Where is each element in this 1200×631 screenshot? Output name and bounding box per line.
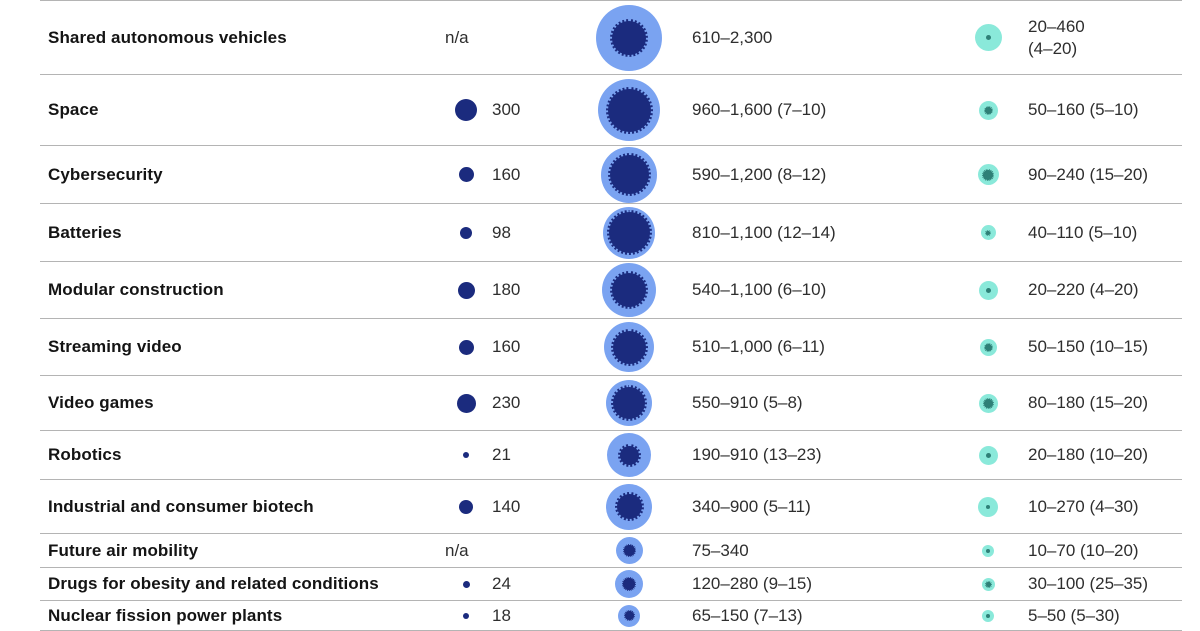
current-market-dot <box>458 282 475 299</box>
right-range-line: 90–240 (15–20) <box>1028 164 1149 184</box>
mid-bubble-outer <box>616 537 643 564</box>
right-range-value <box>1028 444 1182 465</box>
table-row <box>40 534 1182 568</box>
mid-bubble-cell <box>584 5 674 71</box>
current-market-value: 180 <box>492 280 521 299</box>
mid-bubble-inner <box>611 329 648 366</box>
right-range-value <box>1028 279 1182 300</box>
right-bubble-outer <box>982 610 994 622</box>
right-bubble-cell <box>948 225 1028 240</box>
category-label: Cybersecurity <box>48 164 163 184</box>
category-label: Robotics <box>48 445 122 464</box>
current-market-value: 21 <box>492 445 511 464</box>
mid-bubble-inner <box>610 271 648 309</box>
right-range-text <box>1028 99 1139 120</box>
right-range-text <box>1028 336 1148 357</box>
mid-range-value: 810–1,100 (12–14) <box>692 222 836 242</box>
right-bubble-outer <box>979 101 998 120</box>
right-bubble-outer <box>982 545 994 557</box>
mid-range-value: 960–1,600 (7–10) <box>692 100 827 119</box>
right-range-text <box>1028 444 1148 465</box>
mid-range-value: 75–340 <box>692 540 749 560</box>
table-row <box>40 480 1182 534</box>
current-market-dot-cell <box>440 394 492 413</box>
table-row <box>40 376 1182 431</box>
right-range-line: 50–160 (5–10) <box>1028 100 1139 120</box>
current-market-dot <box>459 500 473 514</box>
current-market-dot-cell <box>440 227 492 239</box>
mid-bubble-outer <box>615 570 643 598</box>
current-market-dot <box>460 227 472 239</box>
current-market-dot <box>459 167 474 182</box>
right-range-line: 5–50 (5–30) <box>1028 605 1120 625</box>
current-market-dot-cell <box>440 613 492 619</box>
mid-bubble-inner <box>622 577 636 591</box>
mid-bubble-outer <box>603 207 655 259</box>
mid-bubble-outer <box>606 380 652 426</box>
right-range-line: (4–20) <box>1028 38 1078 58</box>
current-market-value: 24 <box>492 574 511 593</box>
right-range-line: 50–150 (10–15) <box>1028 337 1149 357</box>
category-label: Modular construction <box>48 280 224 299</box>
right-range-value <box>1028 573 1182 594</box>
right-range-value <box>1028 605 1182 626</box>
right-bubble-outer <box>975 24 1002 51</box>
right-range-text <box>1028 496 1139 517</box>
mid-bubble-outer <box>596 5 662 71</box>
right-range-line: 20–180 (10–20) <box>1028 445 1149 465</box>
right-range-text <box>1028 16 1085 59</box>
mid-bubble-outer <box>606 484 652 530</box>
mid-bubble-cell <box>584 147 674 203</box>
mid-bubble-cell <box>584 207 674 259</box>
table-row <box>40 204 1182 262</box>
current-market-na: n/a <box>445 540 469 560</box>
mid-bubble-inner <box>623 544 636 557</box>
right-bubble-cell <box>948 339 1028 356</box>
category-label: Video games <box>48 393 154 412</box>
mid-bubble-outer <box>604 322 654 372</box>
mid-range-value: 590–1,200 (8–12) <box>692 164 827 184</box>
right-bubble-inner <box>985 230 991 236</box>
right-bubble-inner <box>982 169 994 181</box>
current-market-dot <box>457 394 476 413</box>
right-range-text <box>1028 605 1120 626</box>
right-range-text <box>1028 222 1137 243</box>
table-row <box>40 1 1182 75</box>
mid-bubble-cell <box>584 570 674 598</box>
right-bubble-outer <box>979 281 998 300</box>
right-range-value <box>1028 540 1182 561</box>
right-bubble-inner <box>986 453 991 458</box>
right-range-value <box>1028 99 1182 120</box>
right-bubble-inner <box>985 581 992 588</box>
table-row <box>40 601 1182 631</box>
right-bubble-outer <box>979 446 998 465</box>
current-market-dot <box>455 99 477 121</box>
right-range-line: 80–180 (15–20) <box>1028 393 1149 413</box>
category-label: Nuclear fission power plants <box>48 605 283 625</box>
current-market-dot-cell <box>440 99 492 121</box>
mid-range-value: 610–2,300 <box>692 27 773 47</box>
current-market-value: 160 <box>492 337 521 356</box>
right-range-line: 40–110 (5–10) <box>1028 222 1138 242</box>
category-label: Space <box>48 100 99 119</box>
right-bubble-inner <box>986 614 990 618</box>
current-market-value: 230 <box>492 393 521 412</box>
current-market-value: 98 <box>492 222 511 242</box>
table-row <box>40 146 1182 204</box>
current-market-dot-cell <box>440 500 492 514</box>
right-range-text <box>1028 392 1148 413</box>
right-bubble-inner <box>986 505 990 509</box>
mid-range-value: 190–910 (13–23) <box>692 445 822 464</box>
right-bubble-cell <box>948 545 1028 557</box>
right-bubble-cell <box>948 497 1028 517</box>
current-market-value: 300 <box>492 100 521 119</box>
mid-range-value: 540–1,100 (6–10) <box>692 280 827 299</box>
mid-bubble-cell <box>584 433 674 477</box>
mid-bubble-cell <box>584 537 674 564</box>
current-market-dot-cell <box>440 282 492 299</box>
category-label: Future air mobility <box>48 540 199 560</box>
category-label: Shared autonomous vehicles <box>48 27 287 47</box>
right-bubble-inner <box>983 398 994 409</box>
current-market-dot-cell <box>440 452 492 458</box>
mid-bubble-cell <box>584 79 674 141</box>
table-row <box>40 75 1182 146</box>
mid-range-value: 550–910 (5–8) <box>692 393 803 412</box>
right-range-text <box>1028 540 1139 561</box>
table-row <box>40 568 1182 601</box>
table-row <box>40 262 1182 319</box>
right-range-value <box>1028 16 1182 59</box>
right-bubble-inner <box>984 343 993 352</box>
right-bubble-inner <box>986 288 991 293</box>
mid-bubble-cell <box>584 605 674 627</box>
current-market-na: n/a <box>445 27 469 47</box>
mid-bubble-inner <box>610 19 648 57</box>
current-market-value: 160 <box>492 164 521 184</box>
right-range-line: 10–70 (10–20) <box>1028 540 1139 560</box>
right-range-value <box>1028 164 1182 185</box>
right-bubble-cell <box>948 24 1028 51</box>
category-label: Industrial and consumer biotech <box>48 496 314 516</box>
right-bubble-outer <box>982 578 995 591</box>
mid-bubble-cell <box>584 263 674 317</box>
right-bubble-cell <box>948 164 1028 185</box>
mid-bubble-outer <box>602 263 656 317</box>
right-range-text <box>1028 573 1148 594</box>
right-range-line: 20–460 <box>1028 17 1085 37</box>
current-market-dot-cell <box>440 340 492 355</box>
right-bubble-inner <box>984 106 993 115</box>
current-market-value: 140 <box>492 496 521 516</box>
right-range-value <box>1028 222 1182 243</box>
right-range-text <box>1028 164 1148 185</box>
mid-bubble-cell <box>584 322 674 372</box>
mid-bubble-outer <box>598 79 660 141</box>
mid-range-value: 120–280 (9–15) <box>692 574 813 593</box>
current-market-dot-cell <box>440 167 492 182</box>
current-market-dot <box>459 340 474 355</box>
current-market-dot <box>463 613 469 619</box>
right-range-line: 10–270 (4–30) <box>1028 496 1139 516</box>
right-bubble-cell <box>948 446 1028 465</box>
right-range-value <box>1028 496 1182 517</box>
mid-bubble-outer <box>607 433 651 477</box>
category-label: Drugs for obesity and related conditions <box>48 574 379 593</box>
right-bubble-inner <box>986 549 990 553</box>
right-bubble-cell <box>948 101 1028 120</box>
mid-bubble-cell <box>584 380 674 426</box>
bubble-table <box>40 0 1182 631</box>
right-bubble-cell <box>948 394 1028 413</box>
category-label: Batteries <box>48 222 122 242</box>
mid-bubble-inner <box>606 87 653 134</box>
mid-bubble-outer <box>618 605 640 627</box>
mid-range-value: 510–1,000 (6–11) <box>692 337 825 356</box>
right-bubble-outer <box>981 225 996 240</box>
right-bubble-outer <box>980 339 997 356</box>
right-bubble-outer <box>979 394 998 413</box>
right-bubble-cell <box>948 610 1028 622</box>
right-range-value <box>1028 336 1182 357</box>
mid-range-value: 65–150 (7–13) <box>692 605 803 625</box>
right-bubble-outer <box>978 497 998 517</box>
table-row <box>40 319 1182 376</box>
table-row <box>40 431 1182 480</box>
mid-bubble-inner <box>608 153 651 196</box>
mid-bubble-inner <box>615 492 644 521</box>
current-market-dot <box>463 452 469 458</box>
mid-bubble-inner <box>611 385 647 421</box>
right-bubble-inner <box>986 35 991 40</box>
mid-bubble-cell <box>584 484 674 530</box>
right-bubble-cell <box>948 578 1028 591</box>
right-range-line: 30–100 (25–35) <box>1028 574 1149 594</box>
current-market-value: 18 <box>492 605 511 625</box>
mid-range-value: 340–900 (5–11) <box>692 496 811 516</box>
mid-bubble-inner <box>607 210 652 255</box>
mid-bubble-inner <box>624 610 635 621</box>
current-market-dot <box>463 581 470 588</box>
category-label: Streaming video <box>48 337 182 356</box>
right-range-text <box>1028 279 1139 300</box>
right-range-line: 20–220 (4–20) <box>1028 280 1139 300</box>
right-range-value <box>1028 392 1182 413</box>
mid-bubble-outer <box>601 147 657 203</box>
right-bubble-outer <box>978 164 999 185</box>
right-bubble-cell <box>948 281 1028 300</box>
mid-bubble-inner <box>618 444 641 467</box>
current-market-dot-cell <box>440 581 492 588</box>
